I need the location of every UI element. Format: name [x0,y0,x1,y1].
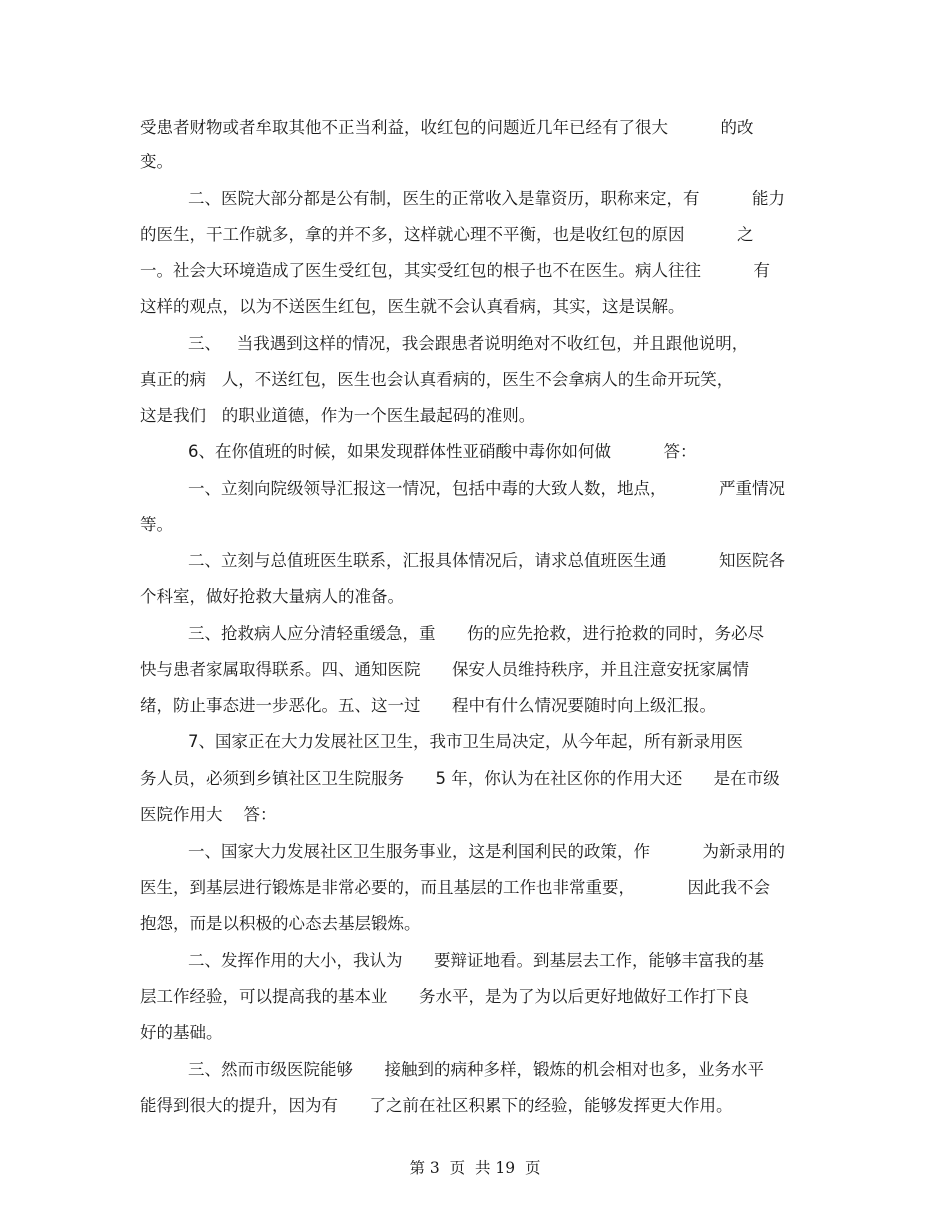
text-line: 三、 当我遇到这样的情况，我会跟患者说明绝对不收红包，并且跟他说明， [188,334,749,353]
text-line: 等。 [140,515,173,534]
text-line: 绪，防止事态进一步恶化。五、这一过 程中有什么情况要随时向上级汇报。 [140,696,716,715]
text-line: 二、立刻与总值班医生联系，汇报具体情况后，请求总值班医生通 知医院各 [188,551,785,570]
text-line: 的医生，干工作就多，拿的并不多，这样就心理不平衡，也是收红包的原因 之 [140,225,754,244]
text-line: 这样的观点，以为不送医生红包，医生就不会认真看病，其实，这是误解。 [140,297,685,316]
text-line: 二、医院大部分都是公有制，医生的正常收入是靠资历，职称来定，有 能力 [188,189,785,208]
text-line: 务人员，必须到乡镇社区卫生院服务 5 年，你认为在社区你的作用大还 是在市级 [140,769,780,788]
text-line: 这是我们 的职业道德，作为一个医生最起码的准则。 [140,406,536,425]
text-line: 快与患者家属取得联系。四、通知医院 保安人员维持秩序，并且注意安抚家属情 [140,660,749,679]
text-line: 好的基础。 [140,1023,223,1042]
text-line: 医生，到基层进行锻炼是非常必要的，而且基层的工作也非常重要， 因此我不会 [140,878,770,897]
text-line: 医院作用大 答： [140,805,277,824]
text-line: 真正的病 人，不送红包，医生也会认真看病的，医生不会拿病人的生命开玩笑， [140,370,734,389]
text-line: 一、国家大力发展社区卫生服务事业，这是利国利民的政策，作 为新录用的 [188,842,785,861]
text-line: 二、发挥作用的大小，我认为 要辩证地看。到基层去工作，能够丰富我的基 [188,951,764,970]
text-line: 6、在你值班的时候，如果发现群体性亚硝酸中毒你如何做 答： [188,442,697,461]
text-line: 变。 [140,152,173,171]
text-line: 层工作经验，可以提高我的基本业 务水平，是为了为以后更好地做好工作打下良 [140,987,749,1006]
text-line: 7、国家正在大力发展社区卫生，我市卫生局决定，从今年起，所有新录用医 [188,732,743,751]
text-line: 受患者财物或者牟取其他不正当利益，收红包的问题近几年已经有了很大 的改 [140,118,754,137]
page-footer: 第 3 页 共 19 页 [409,1159,541,1177]
text-line: 一。社会大环境造成了医生受红包，其实受红包的根子也不在医生。病人往往 有 [140,261,770,280]
text-line: 能得到很大的提升，因为有 了之前在社区积累下的经验，能够发挥更大作用。 [140,1096,733,1115]
text-line: 三、然而市级医院能够 接触到的病种多样，锻炼的机会相对也多，业务水平 [188,1060,764,1079]
text-line: 个科室，做好抢救大量病人的准备。 [140,587,404,606]
text-line: 抱怨，而是以积极的心态去基层锻炼。 [140,914,421,933]
text-line: 三、抢救病人应分清轻重缓急，重 伤的应先抢救，进行抢救的同时，务必尽 [188,624,764,643]
text-line: 一、立刻向院级领导汇报这一情况，包括中毒的大致人数，地点， 严重情况 [188,479,785,498]
